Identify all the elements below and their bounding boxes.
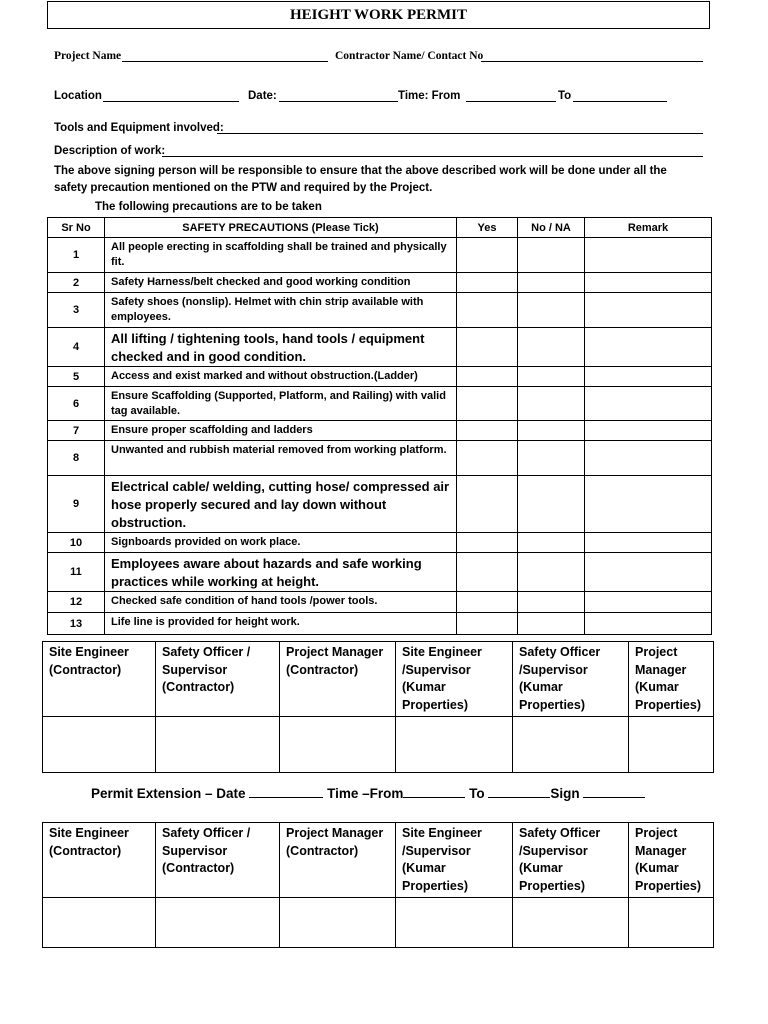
date-label: Date: xyxy=(248,90,277,102)
signatory-header-row xyxy=(43,642,714,717)
table-row xyxy=(48,387,712,421)
row-number: 6 xyxy=(48,387,105,421)
extension-to-field[interactable] xyxy=(488,785,550,798)
signature-cell[interactable] xyxy=(156,898,280,948)
no-na-cell[interactable] xyxy=(518,328,585,367)
no-na-cell[interactable] xyxy=(518,441,585,476)
table-row xyxy=(48,613,712,635)
signature-cell[interactable] xyxy=(629,898,714,948)
yes-cell[interactable] xyxy=(457,238,518,273)
row-number: 3 xyxy=(48,293,105,328)
precaution-text: Signboards provided on work place. xyxy=(105,533,457,553)
table-row xyxy=(48,367,712,387)
row-number: 12 xyxy=(48,592,105,613)
signatory-safety-officer-kumar: Safety Officer /Supervisor (Kumar Properties) xyxy=(513,642,629,717)
description-field[interactable] xyxy=(162,156,703,157)
remark-cell[interactable] xyxy=(585,387,712,421)
precaution-text: Unwanted and rubbish material removed from working platform. xyxy=(105,441,457,476)
yes-cell[interactable] xyxy=(457,421,518,441)
contractor-field[interactable] xyxy=(481,61,703,62)
yes-cell[interactable] xyxy=(457,367,518,387)
precaution-text: Employees aware about hazards and safe working practices while working at height. xyxy=(105,553,457,592)
signatory-header-row xyxy=(43,823,714,898)
page-title: HEIGHT WORK PERMIT xyxy=(47,1,710,29)
remark-cell[interactable] xyxy=(585,367,712,387)
table-row xyxy=(48,441,712,476)
extension-date-label: Permit Extension – Date xyxy=(91,786,246,801)
extension-sign-label: Sign xyxy=(550,786,580,801)
table-row xyxy=(48,553,712,592)
table-row xyxy=(48,533,712,553)
time-from-label: Time: From xyxy=(398,90,461,102)
signatory-site-engineer-contractor: Site Engineer (Contractor) xyxy=(43,823,156,898)
signatory-project-manager-kumar: Project Manager (Kumar Properties) xyxy=(629,642,714,717)
precaution-text: Ensure Scaffolding (Supported, Platform, and Railing) with valid tag available. xyxy=(105,387,457,421)
precaution-text: Access and exist marked and without obstruction.(Ladder) xyxy=(105,367,457,387)
row-number: 1 xyxy=(48,238,105,273)
remark-cell[interactable] xyxy=(585,592,712,613)
row-number: 13 xyxy=(48,613,105,635)
no-na-cell[interactable] xyxy=(518,238,585,273)
signature-row xyxy=(43,898,714,948)
signature-cell[interactable] xyxy=(396,717,513,773)
remark-cell[interactable] xyxy=(585,238,712,273)
no-na-cell[interactable] xyxy=(518,293,585,328)
yes-cell[interactable] xyxy=(457,328,518,367)
yes-cell[interactable] xyxy=(457,592,518,613)
signatory-safety-officer-contractor: Safety Officer / Supervisor (Contractor) xyxy=(156,823,280,898)
yes-cell[interactable] xyxy=(457,273,518,293)
yes-cell[interactable] xyxy=(457,476,518,533)
table-row xyxy=(48,328,712,367)
no-na-cell[interactable] xyxy=(518,533,585,553)
precautions-intro: The following precautions are to be taken xyxy=(95,201,322,213)
remark-cell[interactable] xyxy=(585,441,712,476)
project-name-label: Project Name xyxy=(54,50,122,62)
signatory-project-manager-contractor: Project Manager (Contractor) xyxy=(280,642,396,717)
table-row xyxy=(48,293,712,328)
extension-date-field[interactable] xyxy=(249,785,323,798)
signatory-project-manager-kumar: Project Manager (Kumar Properties) xyxy=(629,823,714,898)
table-row xyxy=(48,592,712,613)
precaution-text: All people erecting in scaffolding shall be trained and physically fit. xyxy=(105,238,457,273)
yes-cell[interactable] xyxy=(457,533,518,553)
no-na-cell[interactable] xyxy=(518,592,585,613)
signature-cell[interactable] xyxy=(629,717,714,773)
no-na-cell[interactable] xyxy=(518,387,585,421)
project-name-field[interactable] xyxy=(122,61,328,62)
header-remark: Remark xyxy=(585,218,712,238)
row-number: 11 xyxy=(48,553,105,592)
responsibility-paragraph: The above signing person will be responsible to ensure that the above described work will be done under all the safety precaution mentioned on the PTW and required by the Project. xyxy=(54,165,667,194)
yes-cell[interactable] xyxy=(457,387,518,421)
signatory-project-manager-contractor: Project Manager (Contractor) xyxy=(280,823,396,898)
remark-cell[interactable] xyxy=(585,293,712,328)
table-row xyxy=(48,238,712,273)
row-number: 7 xyxy=(48,421,105,441)
precaution-text: All lifting / tightening tools, hand tools / equipment checked and in good condition. xyxy=(105,328,457,367)
extension-time-from-label: Time –From xyxy=(327,786,404,801)
no-na-cell[interactable] xyxy=(518,273,585,293)
yes-cell[interactable] xyxy=(457,553,518,592)
contractor-label: Contractor Name/ Contact No xyxy=(335,50,484,62)
remark-cell[interactable] xyxy=(585,273,712,293)
signature-cell[interactable] xyxy=(43,717,156,773)
remark-cell[interactable] xyxy=(585,476,712,533)
signatory-table xyxy=(42,641,714,773)
no-na-cell[interactable] xyxy=(518,367,585,387)
precaution-text: Safety Harness/belt checked and good working condition xyxy=(105,273,457,293)
header-sr-no: Sr No xyxy=(48,218,105,238)
yes-cell[interactable] xyxy=(457,613,518,635)
precaution-text: Ensure proper scaffolding and ladders xyxy=(105,421,457,441)
precaution-text: Checked safe condition of hand tools /power tools. xyxy=(105,592,457,613)
description-label: Description of work: xyxy=(54,145,166,157)
date-field[interactable] xyxy=(279,101,398,102)
table-header-row xyxy=(48,218,712,238)
signatory-site-engineer-contractor: Site Engineer (Contractor) xyxy=(43,642,156,717)
extension-time-from-field[interactable] xyxy=(403,785,465,798)
header-no-na: No / NA xyxy=(518,218,585,238)
permit-extension-line xyxy=(91,785,645,801)
row-number: 2 xyxy=(48,273,105,293)
remark-cell[interactable] xyxy=(585,421,712,441)
row-number: 5 xyxy=(48,367,105,387)
signature-cell[interactable] xyxy=(513,898,629,948)
location-label: Location xyxy=(54,90,102,102)
no-na-cell[interactable] xyxy=(518,613,585,635)
table-row xyxy=(48,273,712,293)
header-safety-precautions: SAFETY PRECAUTIONS (Please Tick) xyxy=(105,218,457,238)
precaution-text: Life line is provided for height work. xyxy=(105,613,457,635)
signatory-safety-officer-contractor: Safety Officer / Supervisor (Contractor) xyxy=(156,642,280,717)
signature-row xyxy=(43,717,714,773)
precautions-table xyxy=(47,217,712,635)
yes-cell[interactable] xyxy=(457,441,518,476)
signatory-safety-officer-kumar: Safety Officer /Supervisor (Kumar Properties) xyxy=(513,823,629,898)
tools-field[interactable] xyxy=(217,133,703,134)
precaution-text: Safety shoes (nonslip). Helmet with chin strip available with employees. xyxy=(105,293,457,328)
extension-signatory-table xyxy=(42,822,714,948)
header-yes: Yes xyxy=(457,218,518,238)
extension-to-label: To xyxy=(469,786,485,801)
remark-cell[interactable] xyxy=(585,533,712,553)
row-number: 4 xyxy=(48,328,105,367)
no-na-cell[interactable] xyxy=(518,476,585,533)
table-row xyxy=(48,421,712,441)
extension-sign-field[interactable] xyxy=(583,785,645,798)
signatory-site-engineer-kumar: Site Engineer /Supervisor (Kumar Properties) xyxy=(396,642,513,717)
signature-cell[interactable] xyxy=(396,898,513,948)
signature-cell[interactable] xyxy=(513,717,629,773)
row-number: 10 xyxy=(48,533,105,553)
yes-cell[interactable] xyxy=(457,293,518,328)
tools-label: Tools and Equipment involved: xyxy=(54,122,224,134)
row-number: 9 xyxy=(48,476,105,533)
signature-cell[interactable] xyxy=(280,717,396,773)
remark-cell[interactable] xyxy=(585,553,712,592)
signature-cell[interactable] xyxy=(156,717,280,773)
signatory-site-engineer-kumar: Site Engineer /Supervisor (Kumar Properties) xyxy=(396,823,513,898)
signature-cell[interactable] xyxy=(43,898,156,948)
precaution-text: Electrical cable/ welding, cutting hose/ compressed air hose properly secured and lay down without obstruction. xyxy=(105,476,457,533)
remark-cell[interactable] xyxy=(585,613,712,635)
table-row xyxy=(48,476,712,533)
remark-cell[interactable] xyxy=(585,328,712,367)
time-to-label: To xyxy=(558,90,572,102)
time-from-field[interactable] xyxy=(466,101,556,102)
signature-cell[interactable] xyxy=(280,898,396,948)
no-na-cell[interactable] xyxy=(518,553,585,592)
row-number: 8 xyxy=(48,441,105,476)
time-to-field[interactable] xyxy=(573,101,667,102)
no-na-cell[interactable] xyxy=(518,421,585,441)
location-field[interactable] xyxy=(103,101,239,102)
